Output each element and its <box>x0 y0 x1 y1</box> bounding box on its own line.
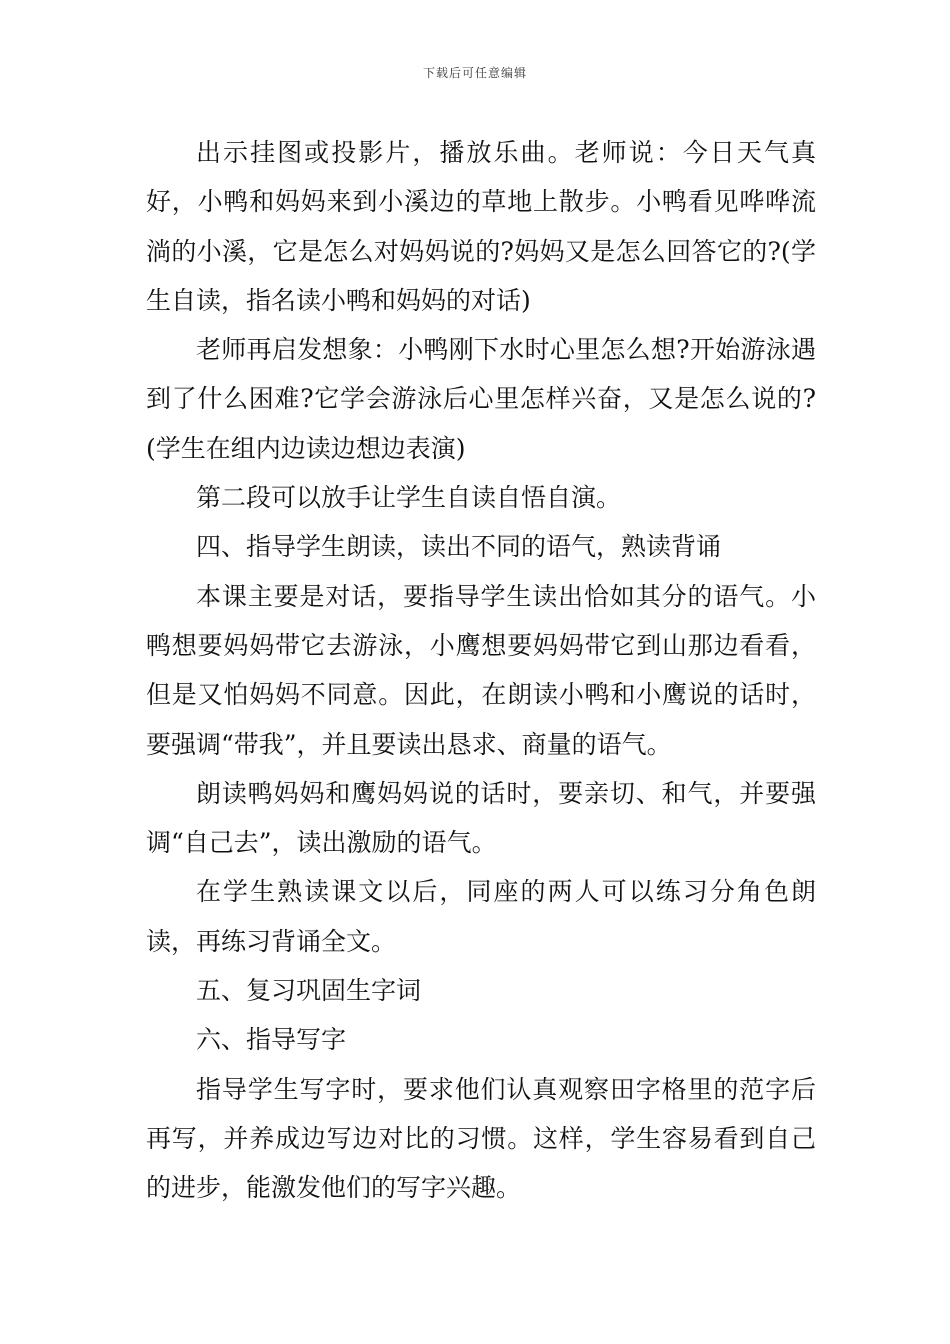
paragraph-mother-tone: 朗读鸭妈妈和鹰妈妈说的话时，要亲切、和气，并要强调“自己去”，读出激励的语气。 <box>146 778 816 858</box>
paragraph-dialogue-tone: 本课主要是对话，要指导学生读出恰如其分的语气。小鸭想要妈妈带它去游泳，小鹰想要妈妈带它到山那边看看，但是又怕妈妈不同意。因此，在朗读小鸭和小鹰说的话时，要强调“带我”，并且要读出恳求、商量的语气。 <box>146 581 816 759</box>
section-heading-writing: 六、指导写字 <box>196 1025 347 1055</box>
document-body <box>146 128 816 1213</box>
paragraph-imagination-prompt: 老师再启发想象：小鸭刚下水时心里怎么想?开始游泳遇到了什么困难?它学会游泳后心里怎样兴奋，又是怎么说的?(学生在组内边读边想边表演) <box>146 335 816 463</box>
paragraph-intro-scene: 出示挂图或投影片，播放乐曲。老师说：今日天气真好，小鸭和妈妈来到小溪边的草地上散步。小鸭看见哗哗流淌的小溪，它是怎么对妈妈说的?妈妈又是怎么回答它的?(学生自读，指名读小鸭和妈妈的对话) <box>146 138 816 315</box>
paragraph-writing-guidance: 指导学生写字时，要求他们认真观察田字格里的范字后再写，并养成边写边对比的习惯。这样，学生容易看到自己的进步，能激发他们的写字兴趣。 <box>146 1074 816 1203</box>
page-header: 下载后可任意编辑 <box>422 66 527 80</box>
paragraph-second-section: 第二段可以放手让学生自读自悟自演。 <box>196 483 622 513</box>
paragraph-role-reading: 在学生熟读课文以后，同座的两人可以练习分角色朗读，再练习背诵全文。 <box>146 877 816 956</box>
section-heading-reading: 四、指导学生朗读，读出不同的语气，熟读背诵 <box>196 532 722 562</box>
section-heading-review: 五、复习巩固生字词 <box>196 976 422 1006</box>
